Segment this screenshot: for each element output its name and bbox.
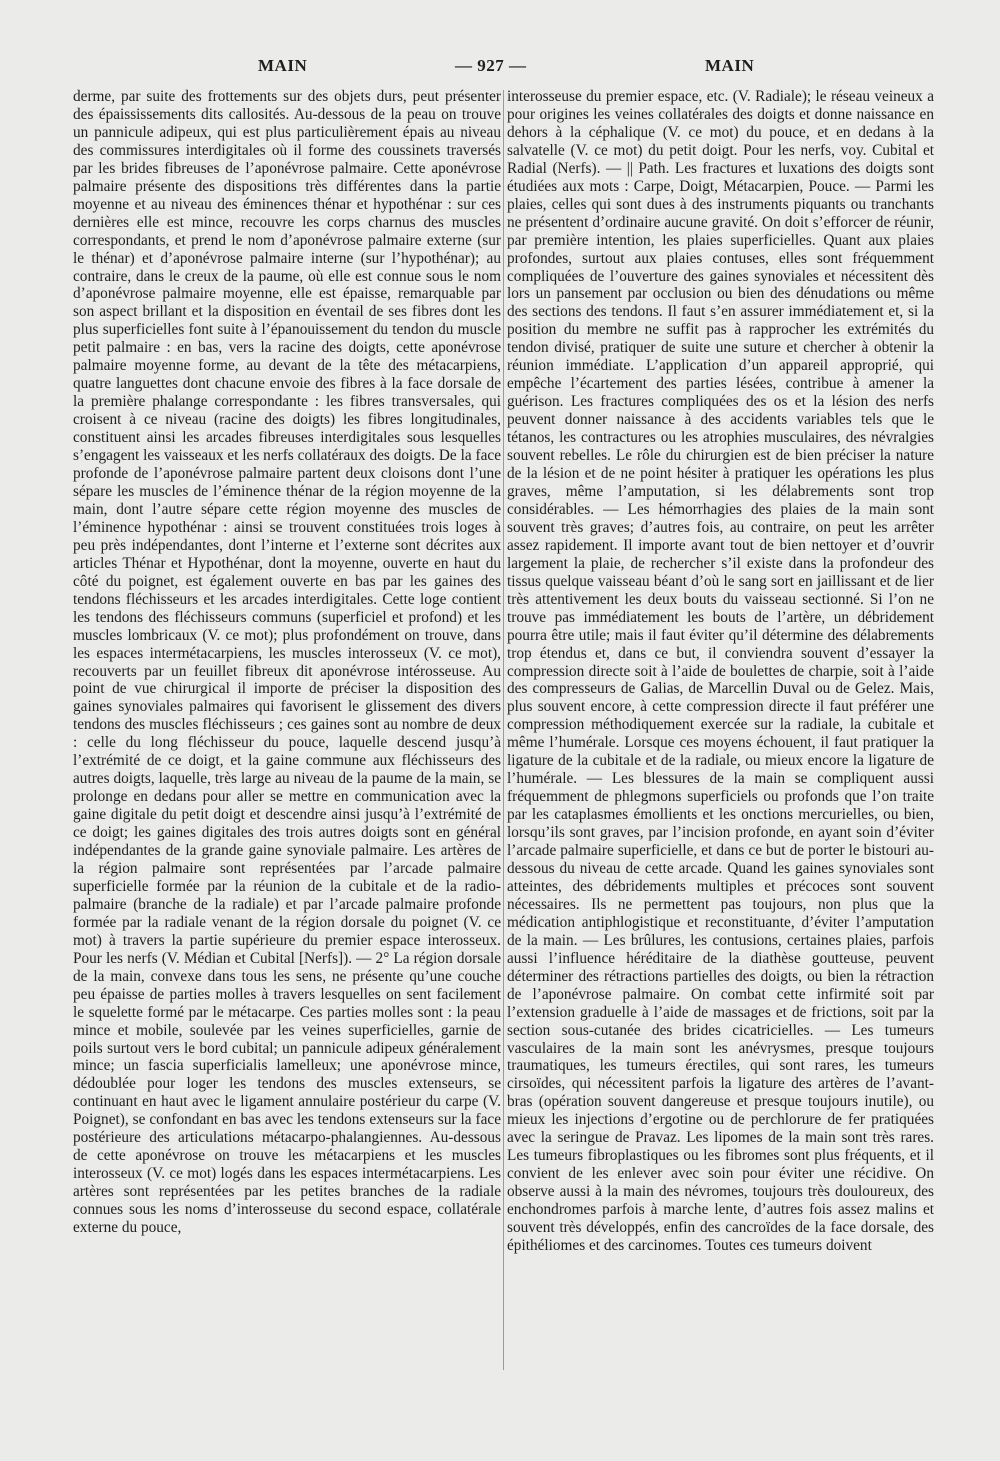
column-divider — [503, 90, 504, 1370]
running-header — [0, 56, 1000, 84]
header-left-word: MAIN — [258, 56, 308, 75]
right-column-text: interosseuse du premier espace, etc. (V. Radiale); le réseau veineux a pour origines les veines collatérales des doigts et donne naissance en dehors à la céphalique (V. ce mot) du pouce, et en dedans à la salvatelle (V. ce mot) du petit doigt. Pour les nerfs, voy. Cubital et Radial (Nerfs). — || Path. Les fractures et luxations des doigts sont étudiées aux mots : Carpe, Doigt, Métacarpien, Pouce. — Parmi les plaies, celles qui sont dues à des instruments piquants ou tranchants ne présentent d’ordinaire aucune gravité. On doit s’efforcer de réunir, par première intention, les plaies superficielles. Quant aux plaies profondes, surtout aux plaies contuses, elles sont fréquemment compliquées de l’ouverture des gaines synoviales et nécessitent dès lors un pansement par occlusion ou bien des dénudations ou même des sections des tendons. Il faut s’en assurer immédiatement et, si la position du membre ne suffit pas à rapprocher les extrémités du tendon divisé, pratiquer de suite une suture et chercher à obtenir la réunion immédiate. L’application d’un appareil approprié, qui empêche l’écartement des parties lésées, contribue à amener la guérison. Les fractures compliquées des os et la lésion des nerfs peuvent donner naissance à des accidents variables tels que le tétanos, les contractures ou les atrophies musculaires, des névralgies souvent rebelles. Le rôle du chirurgien est de bien préciser la nature de la lésion et de ne point hésiter à pratiquer les opérations les plus graves, même l’amputation, si les délabrements sont trop considérables. — Les hémorrhagies des plaies de la main sont souvent très graves; d’autres fois, au contraire, on peut les arrêter assez rapidement. Il importe avant tout de bien nettoyer et d’ouvrir largement la plaie, de rechercher s’il existe dans la profondeur des tissus quelque vaisseau béant d’où le sang sort en jaillissant et de lier très attentivement les deux bouts du vaisseau sectionné. Si l’on ne trouve pas immédiatement les bouts de l’artère, un débridement pourra être utile; mais il faut éviter qu’il détermine des délabrements trop étendus et, dans ce but, il conviendra souvent d’essayer la compression directe soit à l’aide de boulettes de charpie, soit à l’aide des compresseurs de Galias, de Marcellin Duval ou de Gelez. Mais, plus souvent encore, à cette compression directe il faut préférer une compression méthodiquement exercée sur la radiale, la cubitale et même l’humérale. Lorsque ces moyens échouent, il faut pratiquer la ligature de la cubitale et de la radiale, ou mieux encore la ligature de l’humérale. — Les blessures de la main se compliquent aussi fréquemment de phlegmons superficiels ou profonds que l’on traite par les cataplasmes émollients et les onctions mercurielles, ou bien, lorsqu’ils sont graves, par l’incision profonde, en ayant soin d’éviter l’arcade palmaire superficielle, et dans ce but de porter le bistouri au-dessous du niveau de cette arcade. Quand les gaines synoviales sont atteintes, des débridements multiples et précoces sont souvent nécessaires. Ils ne permettent pas toujours, non plus que la médication antiphlogistique et reconstituante, d’éviter l’amputation de la main. — Les brûlures, les contusions, certaines plaies, parfois aussi l’influence héréditaire de la diathèse goutteuse, peuvent déterminer des rétractions partielles des doigts, ou bien la rétraction de l’aponévrose palmaire. On combat cette infirmité soit par l’extension graduelle à l’aide de massages et de frictions, soit par la section sous-cutanée des brides cicatricielles. — Les tumeurs vasculaires de la main sont les anévrysmes, presque toujours traumatiques, les tumeurs érectiles, qui sont rares, les tumeurs cirsoïdes, qui nécessitent parfois la ligature des artères de l’avant-bras (opération souvent dangereuse et presque toujours inutile), ou mieux les injections d’ergotine ou de perchlorure de fer pratiquées avec la seringue de Pravaz. Les lipomes de la main sont très rares. Les tumeurs fibroplastiques ou les fibromes sont plus fréquents, et il convient de les enlever avec soin pour éviter une récidive. On observe aussi à la main des névromes, toujours très douloureux, des enchondromes parfois à marche lente, d’autres fois assez malins et souvent très développés, enfin des cancroïdes de la face dorsale, des épithéliomes et des carcinomes. Toutes ces tumeurs doivent — [507, 88, 934, 1254]
left-column — [73, 88, 501, 1378]
right-column — [507, 88, 934, 1378]
page-number: — 927 — — [455, 56, 527, 75]
header-right-word: MAIN — [705, 56, 755, 75]
left-column-text: derme, par suite des frottements sur des objets durs, peut présenter des épaississements dits callosités. Au-dessous de la peau on trouve un pannicule adipeux, qui est plus particulièrement épais au niveau des commissures interdigitales où il forme des coussinets traversés par les brides fibreuses de l’aponévrose palmaire. Cette aponévrose palmaire présente des dispositions très différentes dans la partie moyenne et au niveau des éminences thénar et hypothénar : sur ces dernières elle est mince, recouvre les corps charnus des muscles correspondants, et prend le nom d’aponévrose palmaire externe (sur le thénar) et d’aponévrose palmaire interne (sur l’hypothénar); au contraire, dans le creux de la paume, où elle est connue sous le nom d’aponévrose palmaire moyenne, elle est épaisse, remarquable par son aspect brillant et la disposition en éventail de ses fibres dont les plus superficielles font suite à l’épanouissement du tendon du muscle petit palmaire : en bas, vers la racine des doigts, cette aponévrose palmaire moyenne forme, au devant de la tête des métacarpiens, quatre languettes dont chacune envoie des fibres à la face dorsale de la première phalange correspondante : les fibres transversales, qui croisent à ce niveau (racine des doigts) les fibres longitudinales, constituent ainsi les arcades fibreuses interdigitales sous lesquelles s’engagent les vaisseaux et les nerfs collatéraux des doigts. De la face profonde de l’aponévrose palmaire partent deux cloisons dont l’une sépare les muscles de l’éminence thénar de la région moyenne de la main, dont l’autre sépare cette région moyenne des muscles de l’éminence hypothénar : ainsi se trouvent constituées trois loges à peu près indépendantes, dont l’interne et l’externe sont décrites aux articles Thénar et Hypothénar, dont la moyenne, ouverte en haut du côté du poignet, est également ouverte en bas par les gaines des tendons fléchisseurs et les arcades interdigitales. Cette loge contient les tendons des fléchisseurs communs (superficiel et profond) et les muscles lombricaux (V. ce mot); plus profondément on trouve, dans les espaces intermétacarpiens, les muscles interosseux (V. ce mot), recouverts par un feuillet fibreux dit aponévrose intérosseuse. Au point de vue chirurgical il importe de préciser la disposition des gaines synoviales palmaires qui favorisent le glissement des divers tendons des muscles fléchisseurs ; ces gaines sont au nombre de deux : celle du long fléchisseur du pouce, laquelle descend jusqu’à l’extrémité de ce doigt, et la gaine commune aux fléchisseurs des autres doigts, laquelle, très large au niveau de la paume de la main, se prolonge en dedans pour aller se mettre en communication avec la gaine digitale du petit doigt et descendre ainsi jusqu’à l’extrémité de ce doigt; les gaines digitales des trois autres doigts sont en général indépendantes de la grande gaine synoviale palmaire. Les artères de la région palmaire sont représentées par l’arcade palmaire superficielle formée par la réunion de la cubitale et de la radio-palmaire (branche de la radiale) et par l’arcade palmaire profonde formée par la radiale venant de la région dorsale du poignet (V. ce mot) à travers la partie supérieure du premier espace interosseux. Pour les nerfs (V. Médian et Cubital [Nerfs]). — 2° La région dorsale de la main, convexe dans tous les sens, ne présente qu’une couche peu épaisse de parties molles à travers lesquelles on sent facilement le squelette formé par le métacarpe. Ces parties molles sont : la peau mince et mobile, soulevée par les veines superficielles, garnie de poils surtout vers le bord cubital; un pannicule adipeux généralement mince; un fascia superficialis lamelleux; une aponévrose mince, dédoublée pour loger les tendons des muscles extenseurs, se continuant en haut avec le ligament annulaire postérieur du carpe (V. Poignet), se confondant en bas avec les tendons extenseurs sur la face postérieure des articulations métacarpo-phalangiennes. Au-dessous de cette aponévrose on trouve les métacarpiens et les muscles interosseux (V. ce mot) logés dans les espaces intermétacarpiens. Les artères sont représentées par les petites branches de la radiale connues sous les noms d’interosseuse du second espace, collatérale externe du pouce, — [73, 88, 501, 1237]
